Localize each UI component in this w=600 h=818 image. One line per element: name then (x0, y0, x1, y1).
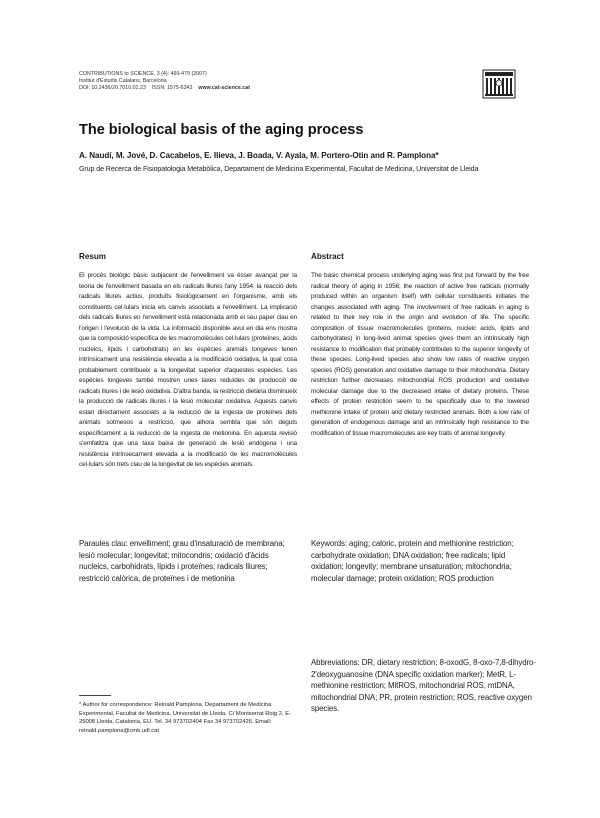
keywords-english: Keywords: aging; caloric, protein and methionine restriction; carbohydrate oxidation; DNA oxidation; free radicals; lipid oxidation; longevity; membrane unsaturation; mitochondria; molecular damage; protein oxidation; ROS production (311, 539, 514, 583)
resum-heading: Resum (79, 252, 106, 261)
affiliation: Grup de Recerca de Fisiopatologia Metabòlica, Departament de Medicina Experimental, Facultat de Medicina, Universitat de Lleida (79, 165, 479, 173)
journal-url[interactable]: www.cat-science.cat (198, 85, 250, 92)
correspondence-footnote: * Author for correspondence: Reinald Pamplona. Departament de Medicina Experimental, Facultat de Medicina, Universitat de Lleida. C/ Montserrat Roig 2, E-25008 Lleida, Catalonia, EU. Tel. 34 973702404 Fax 34 973702426. Email: reinald.pamplona@cmb.udl.cat (79, 702, 292, 734)
resum-text: El procés biològic bàsic subjacent de l'envelliment va ésser avançat per la teoria de l'envelliment basada en els radicals lliures l'any 1954: la reacció dels radicals lliures actius, produïts fisiològicament en l'organisme, amb els constituents cel·lulars inicia els canvis associats a l'envelliment. La implicació dels radicals lliures en l'envelliment està relacionada amb el seu paper clau en l'origen i l'evolució de la vida. La informació disponible avui en dia ens mostra que la composició específica de les macromolècules cel·lulars (proteïnes, àcids nucleics, lípids i carbohidrats) en les espècies animals longeves tenen intrínsicament una resistència elevada a la modificació oxidativa, la qual cosa probablement contribueix a la longevitat superior d'aquestes espècies. Les espècies longeves també mostren unes taxes reduïdes de producció de radicals lliures i de lesió oxidativa. D'altra banda, la restricció dietària disminueix la producció de radicals lliures i la lesió molecular oxidativa. Aquests canvis estan directament associats a la reducció de la ingesta de proteïnes dels animals sotmesos a restricció, que alhora sembla que són deguts específicament a la reducció de la ingesta de metionina. En aquesta revisió s'emfatitza que una taxa baixa de generació de lesió endògena i una resistència intrínsecament elevada a la modificació de les macromolècules cel·lulars són trets clau de la longevitat de les espècies animals. (79, 272, 297, 468)
journal-citation: CONTRIBUTIONS to SCIENCE, 3 (4): 469-479 (2007) (79, 71, 207, 77)
author-list: A. Naudí, M. Jové, D. Cacabelos, E. Ilieva, J. Boada, V. Ayala, M. Portero-Otin and R. Pamplona* (79, 151, 439, 160)
doi-line (79, 85, 379, 92)
institute-name: Institut d'Estudis Catalans, Barcelona (79, 78, 167, 85)
keywords-catalan: Paraules clau: envelliment; grau d'insaturació de membrana; lesió molecular; longevitat; mitocondris; oxidació d'àcids nucleics, carbohidrats, lípids i proteïnes; radicals lliures; restricció calòrica, de proteïnes i de metionina (79, 539, 285, 583)
issn: ISSN: 1575-6343 (151, 85, 193, 92)
journal-header (79, 71, 379, 92)
footnote-divider (79, 695, 111, 696)
abstract-text: The basic chemical process underlying aging was first put forward by the free radical theory of aging in 1956; the reaction of active free radicals (normally produced within an organism itself) with cellular constituents initiates the changes associated with aging. The involvement of free radicals in aging is related to their key role in the origin and evolution of life. The specific composition of tissue macromolecules (proteins, nucleic acids, lipids and carbohydrates) in long-lived animal species gives them an intrinsically high resistance to modification that probably contributes to the superior longevity of these species. Long-lived species also show low rates of reactive oxygen species (ROS) generation and oxidative damage to their mitochondria. Dietary restriction further decreases mitochondrial ROS production and oxidative molecular damage due to the decreased intake of dietary proteins. These effects of protein restriction seem to be specifically due to the lowered methionine intake of protein and dietary restricted animals. Both a low rate of generation of endogenous damage and an intrinsically high resistance to the modification of tissue macromolecules are key traits of animal longevity. (311, 272, 529, 437)
iec-institute-logo-icon (482, 69, 516, 99)
abbreviations: Abbreviations: DR, dietary restriction; 8-oxodG, 8-oxo-7,8-dihydro-2'deoxyguanosine (DNA specific oxidation marker); MetR, L-methionine restriction; MitROS, mitochondrial ROS; mtDNA, mitochondrial DNA; PR, protein restriction; ROS, reactive oxygen species. (311, 658, 536, 713)
abstract-heading: Abstract (311, 252, 344, 261)
doi: DOI: 10.2436/20.7010.01.23 (79, 85, 146, 92)
article-title: The biological basis of the aging process (79, 122, 364, 138)
